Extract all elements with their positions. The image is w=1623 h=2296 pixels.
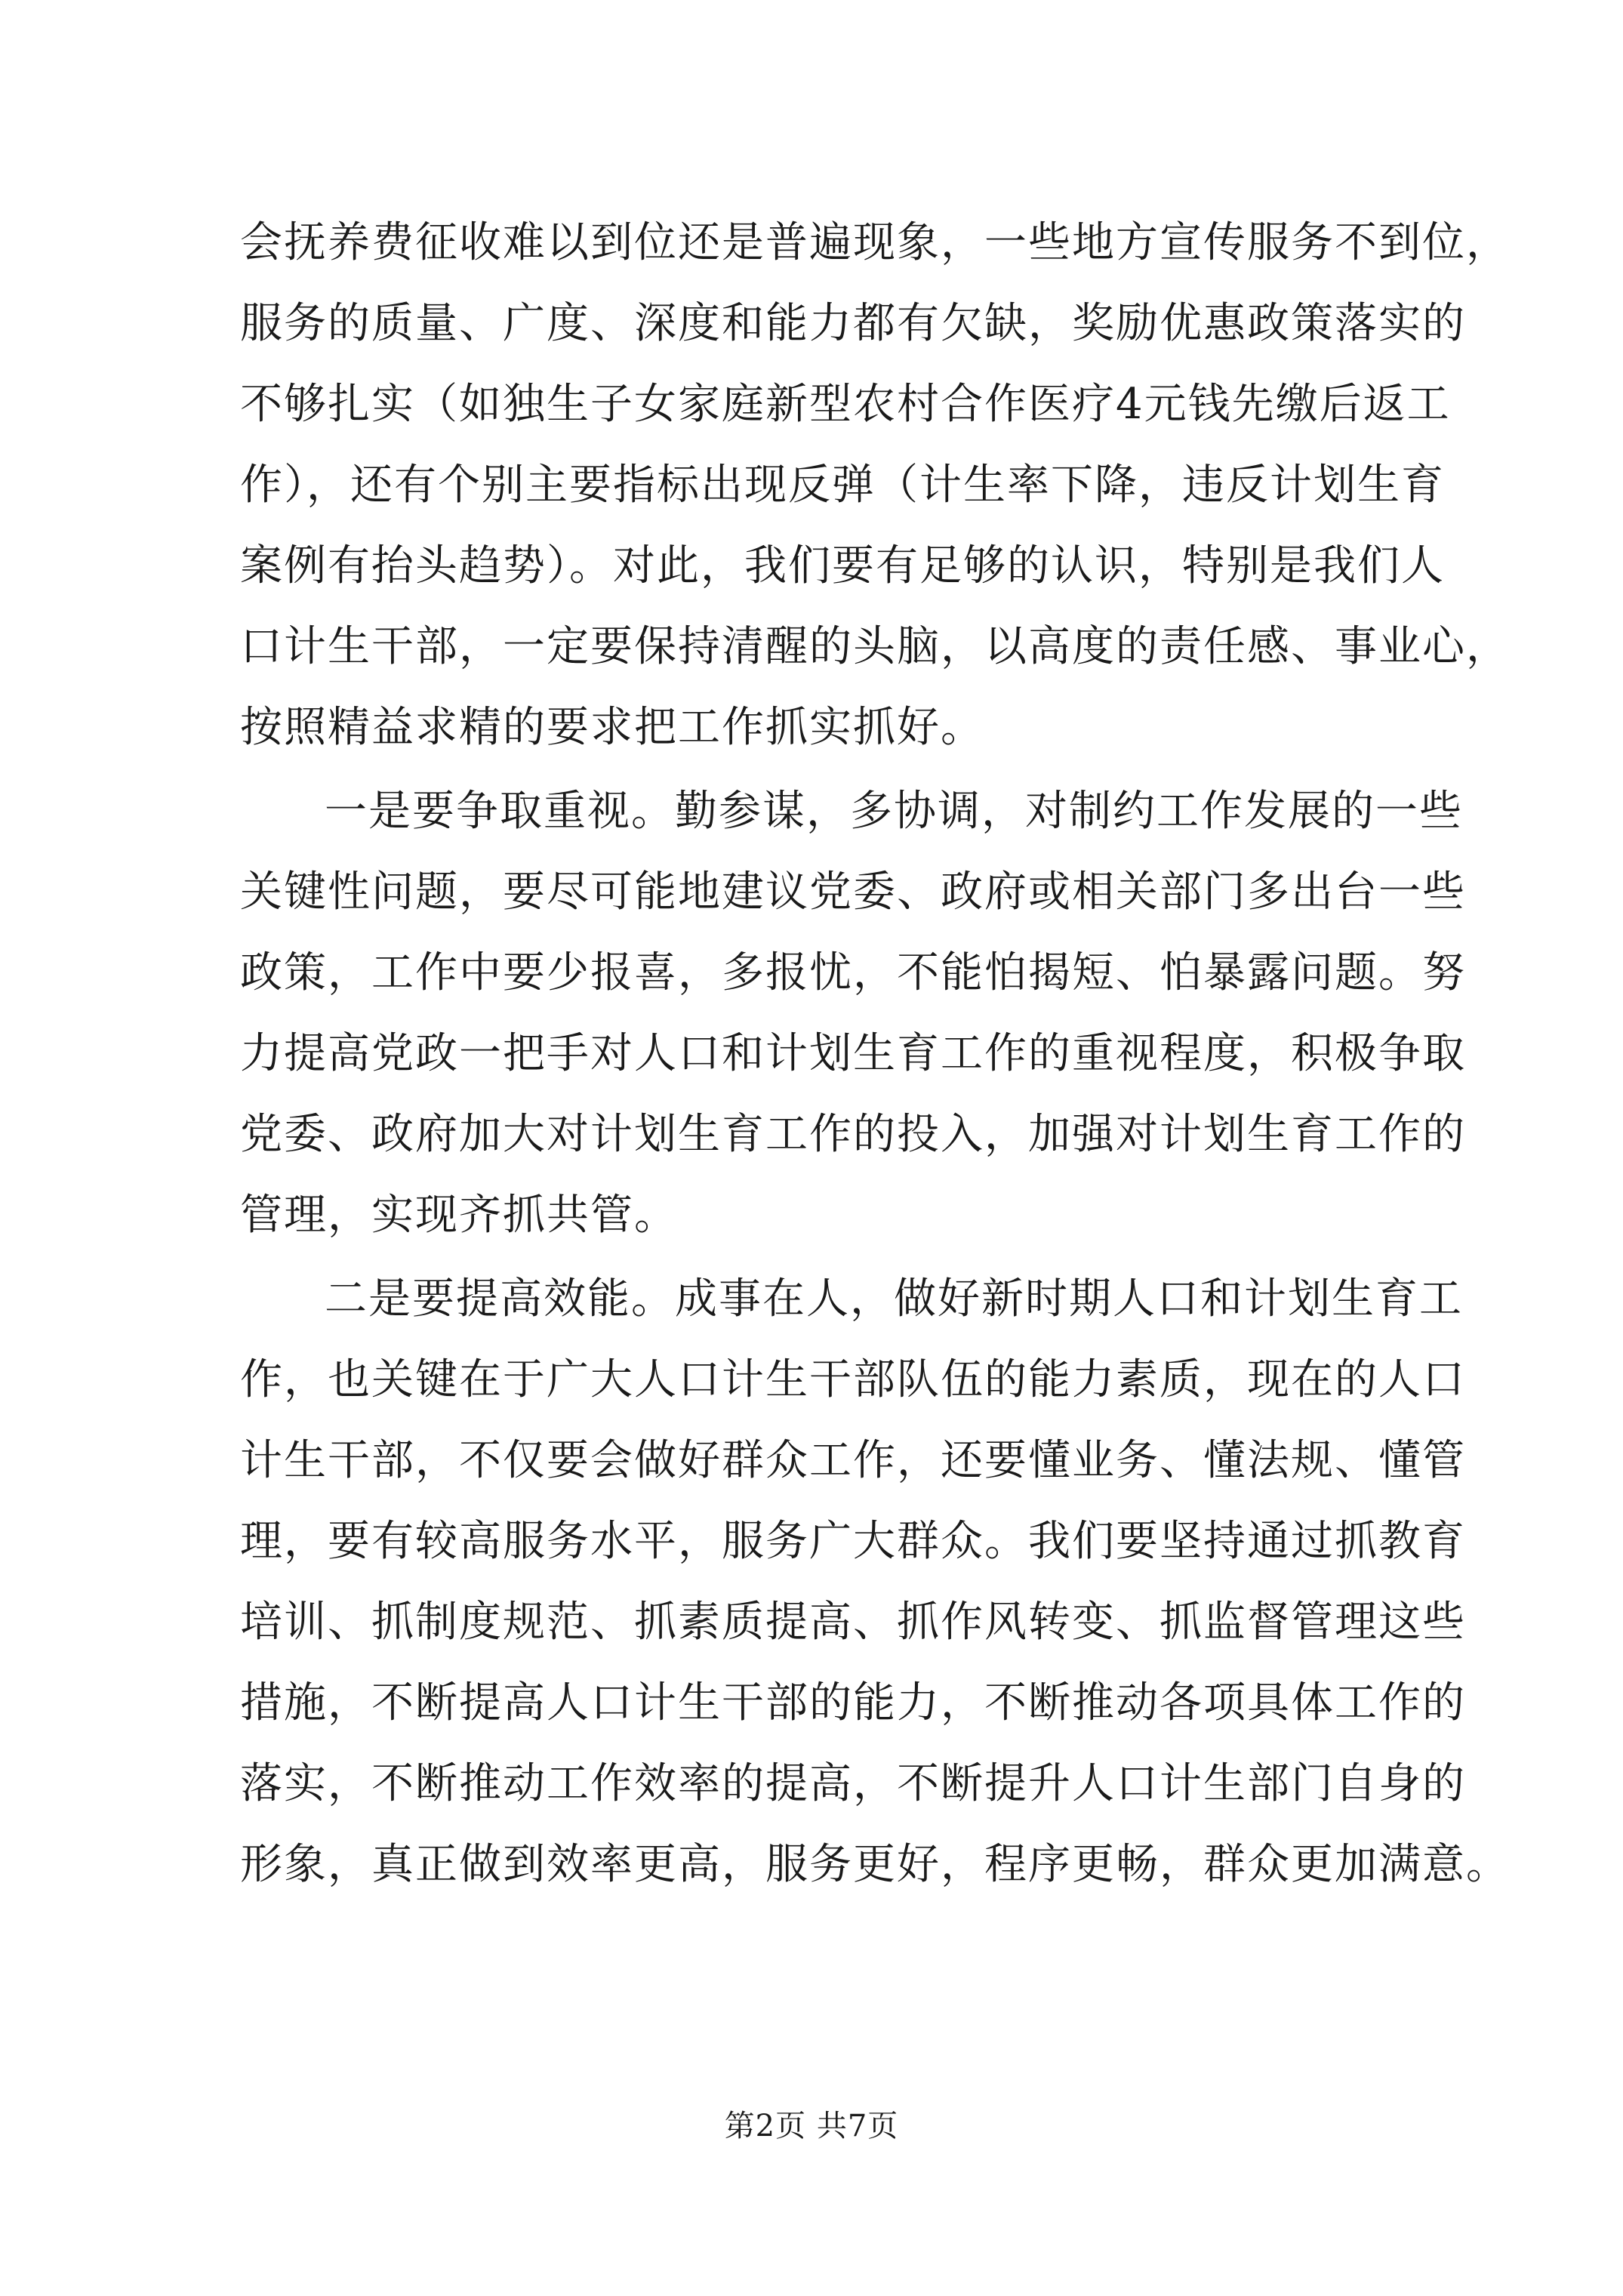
text-line: 案例有抬头趋势）。对此，我们要有足够的认识，特别是我们人 [240, 541, 1445, 590]
paragraph-first-line: 一是要争取重视。勤参谋，多协调，对制约工作发展的一些 [325, 787, 1463, 836]
text-line: 培训、抓制度规范、抓素质提高、抓作风转变、抓监督管理这些 [240, 1598, 1466, 1647]
text-line: 不够扎实（如独生子女家庭新型农村合作医疗4元钱先缴后返工 [240, 380, 1451, 429]
text-line: 关键性问题，要尽可能地建议党委、政府或相关部门多出台一些 [240, 868, 1466, 917]
text-line: 服务的质量、广度、深度和能力都有欠缺，奖励优惠政策落实的 [240, 299, 1466, 348]
text-line: 落实，不断推动工作效率的提高，不断提升人口计生部门自身的 [240, 1759, 1466, 1808]
paragraph-first-line: 二是要提高效能。成事在人，做好新时期人口和计划生育工 [325, 1274, 1463, 1324]
text-line: 措施，不断提高人口计生干部的能力，不断推动各项具体工作的 [240, 1678, 1466, 1727]
page-number-footer: 第2页 共7页 [724, 2109, 899, 2143]
text-line: 按照精益求精的要求把工作抓实抓好。 [240, 703, 984, 752]
text-line: 口计生干部，一定要保持清醒的头脑，以高度的责任感、事业心， [240, 622, 1510, 671]
text-line: 管理，实现齐抓共管。 [240, 1191, 678, 1240]
text-line: 理，要有较高服务水平，服务广大群众。我们要坚持通过抓教育 [240, 1517, 1466, 1566]
document-body [240, 202, 1510, 1905]
text-line: 计生干部，不仅要会做好群众工作，还要懂业务、懂法规、懂管 [240, 1436, 1466, 1485]
text-line: 力提高党政一把手对人口和计划生育工作的重视程度，积极争取 [240, 1029, 1466, 1078]
text-line: 作），还有个别主要指标出现反弹（计生率下降，违反计划生育 [240, 461, 1445, 510]
text-line: 党委、政府加大对计划生育工作的投入，加强对计划生育工作的 [240, 1110, 1466, 1159]
text-line: 形象，真正做到效率更高，服务更好，程序更畅，群众更加满意。 [240, 1840, 1510, 1889]
text-line: 会抚养费征收难以到位还是普遍现象，一些地方宣传服务不到位， [240, 218, 1510, 267]
text-line: 政策，工作中要少报喜，多报忧，不能怕揭短、怕暴露问题。努 [240, 948, 1466, 997]
text-line: 作，也关键在于广大人口计生干部队伍的能力素质，现在的人口 [240, 1355, 1466, 1404]
